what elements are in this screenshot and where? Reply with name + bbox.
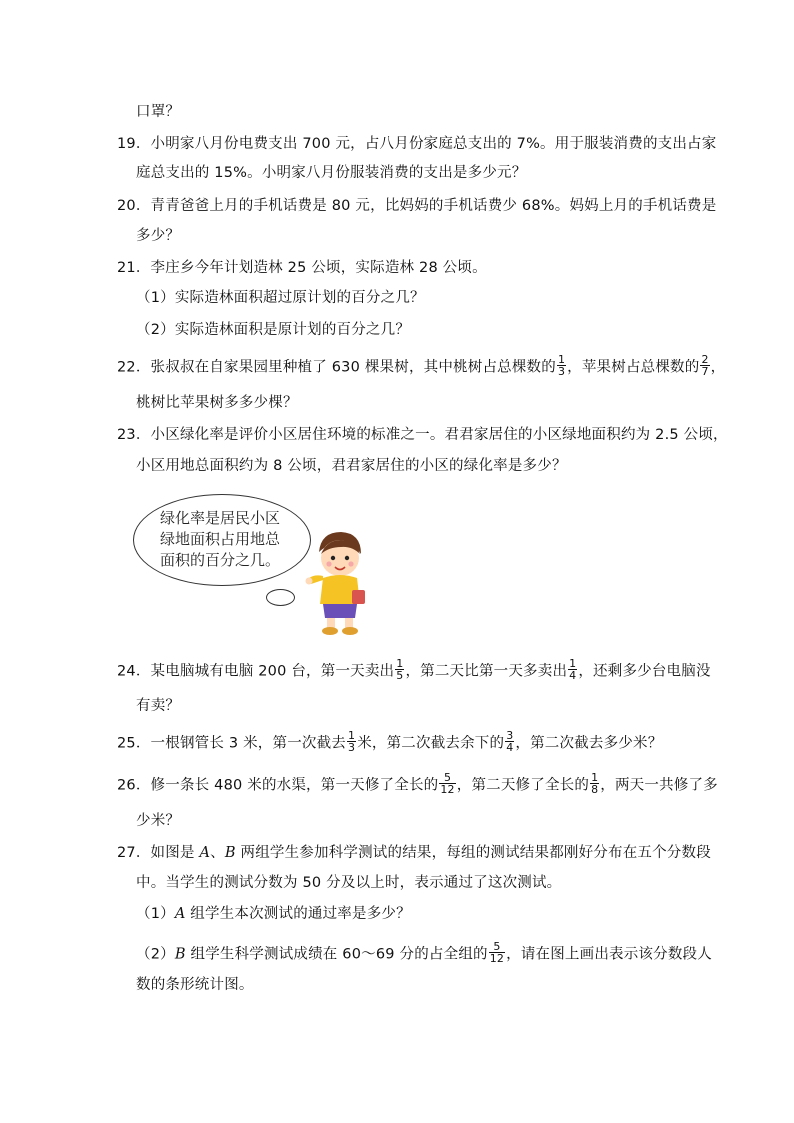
- q27-sub1-prefix: （1）: [136, 906, 175, 922]
- q27-line-last: 数的条形统计图。: [136, 977, 254, 993]
- q27-sub2: [136, 940, 712, 966]
- q22-line1: [117, 353, 726, 379]
- fraction-numerator: 1: [348, 729, 356, 742]
- q20-line2: 多少？: [136, 228, 181, 244]
- fraction-one-fourth: [568, 658, 577, 681]
- q24-text-1: 24．某电脑城有电脑 200 台，第一天卖出: [117, 663, 395, 680]
- fraction-numerator: 3: [506, 729, 514, 742]
- q19-line1: 19．小明家八月份电费支出 700 元，占八月份家庭总支出的 7%。用于服装消费的支出占家: [117, 136, 717, 152]
- q26-text-1: 26．修一条长 480 米的水渠，第一天修了全长的: [117, 777, 439, 794]
- q24-line1: [117, 657, 711, 683]
- fraction-numerator: 1: [591, 771, 599, 784]
- q25-line1: [117, 729, 663, 755]
- q27-sub1-text: 组学生本次测试的通过率是多少？: [185, 906, 411, 922]
- q26-line2: 少米？: [136, 813, 181, 829]
- boy-cartoon-icon: [305, 528, 375, 638]
- q27-sub1: [136, 904, 411, 924]
- fraction-numerator: 2: [701, 353, 709, 366]
- q27-sub2-text-2: ，请在图上画出表示该分数段人: [506, 946, 712, 963]
- q22-text-2: ，苹果树占总棵数的: [567, 359, 700, 376]
- fraction-one-third: [557, 354, 566, 377]
- bubble-line-3: 面积的百分之几。: [160, 551, 281, 569]
- q20-line1: 20．青青爸爸上月的手机话费是 80 元，比妈妈的手机话费少 68%。妈妈上月的手机话费是: [117, 198, 717, 214]
- fraction-denominator: 12: [489, 952, 505, 965]
- fraction-denominator: 4: [506, 741, 514, 754]
- q19-line2: 庭总支出的 15%。小明家八月份服装消费的支出是多少元？: [136, 165, 527, 181]
- fraction-numerator: 1: [557, 353, 566, 366]
- fraction-denominator: 7: [701, 365, 709, 378]
- q24-text-2: ，第二天比第一天多卖出: [405, 663, 568, 680]
- q26-text-2: ，第二天修了全长的: [456, 777, 590, 794]
- fraction-numerator: 5: [439, 772, 455, 784]
- q21-sub1: （1）实际造林面积超过原计划的百分之几？: [136, 290, 425, 306]
- group-a-label: A: [199, 845, 211, 861]
- q27-sub2-prefix: （2）: [136, 946, 175, 963]
- group-a-label: A: [174, 906, 186, 922]
- speech-bubble-tail: [266, 589, 295, 606]
- fraction-denominator: 3: [348, 741, 356, 754]
- group-b-label: B: [174, 946, 186, 963]
- q21-line1: 21．李庄乡今年计划造林 25 公顷，实际造林 28 公顷。: [117, 260, 487, 276]
- q25-text-2: 米，第二次截去余下的: [357, 735, 505, 752]
- q25-text-1: 25．一根钢管长 3 米，第一次截去: [117, 735, 346, 752]
- fraction-one-third: [347, 730, 356, 753]
- fraction-denominator: 8: [591, 783, 599, 796]
- bubble-line-2: 绿地面积占用地总: [160, 530, 281, 548]
- fraction-numerator: 5: [489, 941, 505, 953]
- q24-text-3: ，还剩多少台电脑没: [578, 663, 711, 680]
- q18-tail: 口罩？: [136, 104, 181, 120]
- q24-line2: 有卖？: [136, 698, 181, 714]
- q22-text-1: 22．张叔叔在自家果园里种植了 630 棵果树，其中桃树占总棵数的: [117, 359, 556, 376]
- bubble-line-1: 绿化率是居民小区: [160, 509, 281, 527]
- q26-text-3: ，两天一共修了多: [600, 777, 718, 794]
- q25-text-3: ，第二次截去多少米？: [515, 735, 663, 752]
- q23-line2: 小区用地总面积约为 8 公顷，君君家居住的小区的绿化率是多少？: [136, 458, 567, 474]
- q27-text-2: 、: [210, 845, 225, 861]
- q27-line2: 中。当学生的测试分数为 50 分及以上时，表示通过了这次测试。: [136, 875, 562, 891]
- fraction-denominator: 5: [396, 669, 404, 682]
- fraction-numerator: 1: [569, 657, 577, 670]
- q27-text-1: 27．如图是: [117, 845, 200, 861]
- speech-bubble-text: [160, 508, 290, 571]
- fraction-one-eighth: [590, 772, 599, 795]
- q27-text-3: 两组学生参加科学测试的结果，每组的测试结果都刚好分布在五个分数段: [235, 845, 711, 861]
- fraction-two-sevenths: [700, 354, 709, 377]
- q27-line1: [117, 843, 711, 863]
- fraction-five-twelfths: [489, 941, 505, 964]
- q23-line1: 23．小区绿化率是评价小区居住环境的标准之一。君君家居住的小区绿地面积约为 2.5 公顷，: [117, 427, 728, 443]
- q21-sub2: （2）实际造林面积是原计划的百分之几？: [136, 322, 411, 338]
- fraction-three-fourths: [505, 730, 514, 753]
- q22-text-3: ，: [710, 359, 726, 376]
- fraction-denominator: 4: [569, 669, 577, 682]
- fraction-denominator: 12: [440, 783, 455, 796]
- q26-line1: [117, 771, 718, 797]
- q22-line2: 桃树比苹果树多多少棵？: [136, 395, 298, 411]
- fraction-one-fifth: [395, 658, 404, 681]
- q27-sub2-text-1: 组学生科学测试成绩在 60～69 分的占全组的: [185, 946, 488, 963]
- fraction-five-twelfths: [439, 772, 455, 795]
- fraction-denominator: 3: [557, 365, 566, 378]
- group-b-label: B: [224, 845, 236, 861]
- fraction-numerator: 1: [396, 657, 404, 670]
